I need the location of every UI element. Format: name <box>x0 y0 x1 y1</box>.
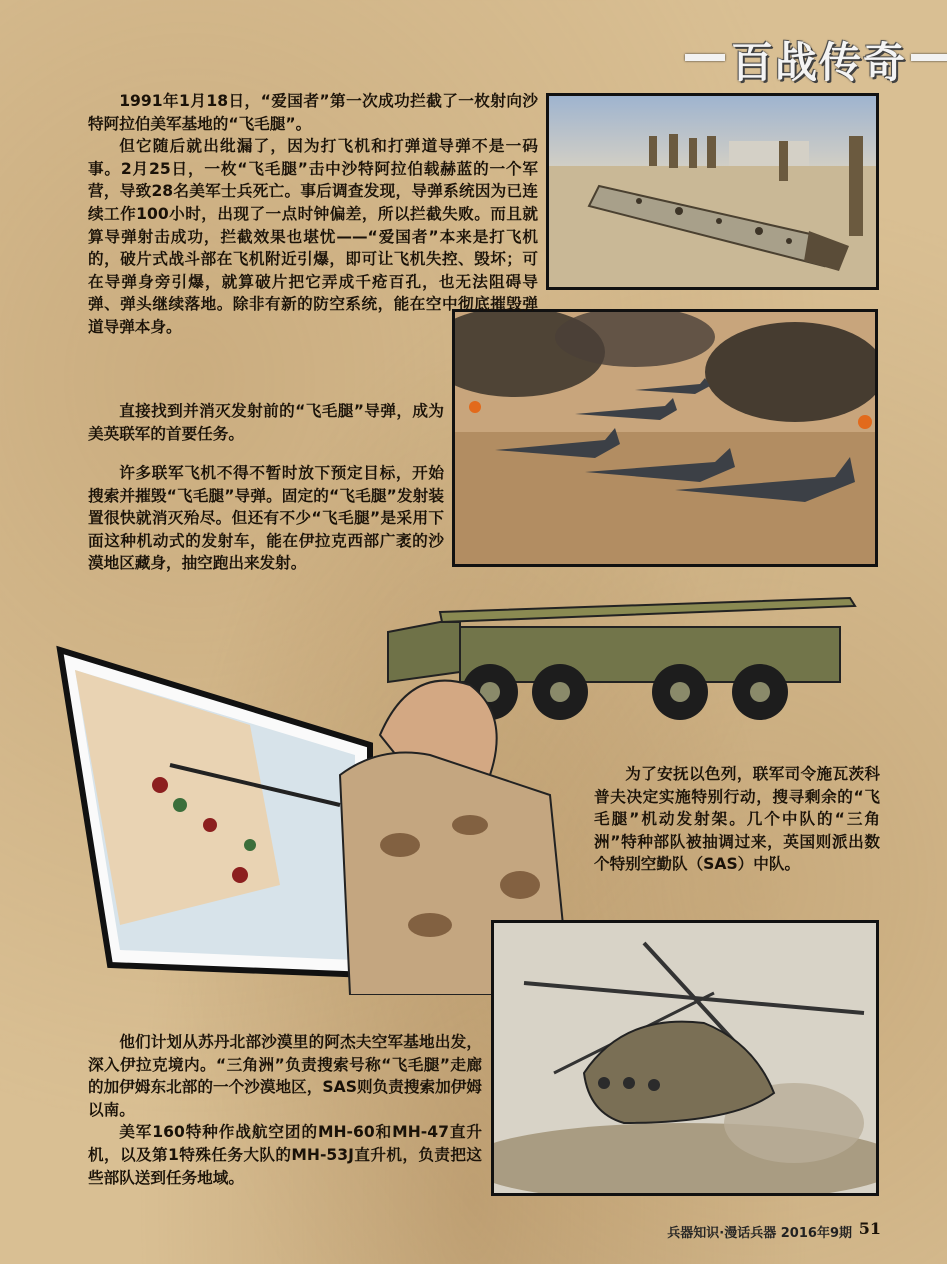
paragraph-2: 但它随后就出纰漏了，因为打飞机和打弹道导弹不是一码事。2月25日，一枚“飞毛腿”击中沙特阿拉伯载赫蓝的一个军营，导致28名美军士兵死亡。事后调查发现，导弹系统因为已连续工作100小时，出现了一点时钟偏差，所以拦截失败。而且就算导弹射击成功，拦截效果也堪忧——“爱国者”本来是打飞机的，破片式战斗部在飞机附近引爆，即可让飞机失控、毁坏；可在导弹身旁引爆，就算破片把它弄成千疮百孔，也无法阻碍导弹、弹头继续落地。除非有新的防空系统，能在空中彻底摧毁弹道导弹本身。 <box>88 137 538 336</box>
article-block-2 <box>88 462 444 575</box>
paragraph-1: 1991年1月18日，“爱国者”第一次成功拦截了一枚射向沙特阿拉伯美军基地的“飞毛腿”。 <box>88 92 538 133</box>
missile-wreck-photo <box>546 93 879 290</box>
paragraph-5: 为了安抚以色列，联军司令施瓦茨科普夫决定实施特别行动，搜寻剩余的“飞毛腿”机动发射架。几个中队的“三角洲”特种部队被抽调过来，英国则派出数个特别空勤队（SAS）中队。 <box>594 765 880 874</box>
missile-wreck-illustration <box>549 96 876 287</box>
page-number: 51 <box>858 1219 881 1238</box>
fighter-jets-illustration <box>455 312 875 564</box>
paragraph-4: 许多联军飞机不得不暂时放下预定目标，开始搜索并摧毁“飞毛腿”导弹。固定的“飞毛腿”发射装置很快就消灭殆尽。但还有不少“飞毛腿”是采用下面这种机动式的发射车，能在伊拉克西部广袤的沙漠地区藏身，抽空跑出来发射。 <box>88 464 444 573</box>
article-block-3 <box>594 763 880 876</box>
paragraph-3: 直接找到并消灭发射前的“飞毛腿”导弹，成为美英联军的首要任务。 <box>88 402 444 443</box>
article-block-1 <box>88 90 538 339</box>
article-block-1b <box>88 400 444 445</box>
article-block-4 <box>88 1031 482 1189</box>
fighter-jets-panel <box>452 309 878 567</box>
helicopter-illustration <box>494 923 876 1193</box>
section-title: 百战传奇 <box>731 30 907 90</box>
helicopter-panel <box>491 920 879 1196</box>
paragraph-6: 他们计划从苏丹北部沙漠里的阿杰夫空军基地出发，深入伊拉克境内。“三角洲”负责搜索号称“飞毛腿”走廊的加伊姆东北部的一个沙漠地区，SAS则负责搜索加伊姆以南。 <box>88 1033 482 1119</box>
paragraph-7: 美军160特种作战航空团的MH-60和MH-47直升机，以及第1特殊任务大队的MH-53J直升机，负责把这些部队送到任务地域。 <box>88 1123 482 1187</box>
publication-footer: 兵器知识·漫话兵器 2016年9期 <box>667 1226 852 1241</box>
